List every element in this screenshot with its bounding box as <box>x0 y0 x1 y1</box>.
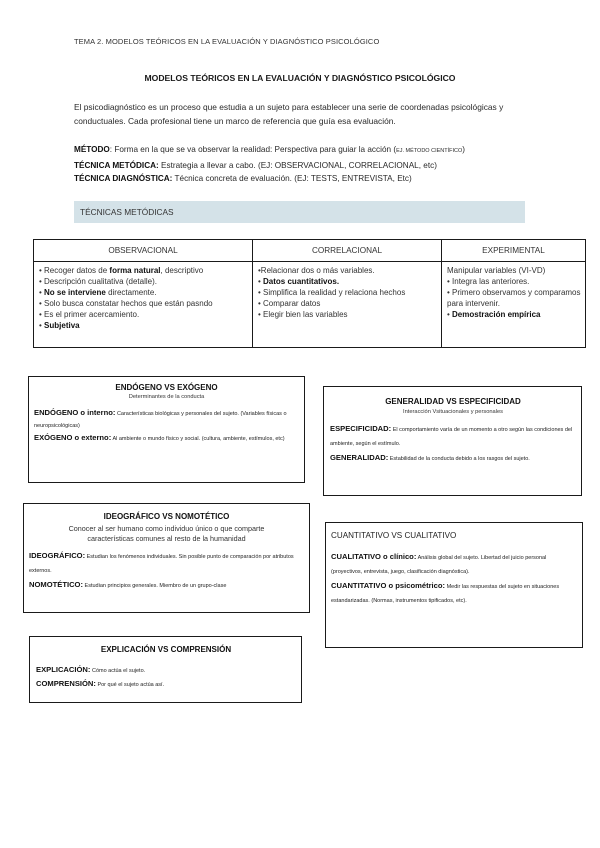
def-term: TÉCNICA METÓDICA: <box>74 160 159 170</box>
list-item: • Recoger datos de forma natural, descriptivo <box>39 266 204 275</box>
box-body <box>331 550 577 608</box>
list-item: • Demostración empírica <box>447 309 541 319</box>
header-experimental: EXPERIMENTAL <box>482 246 545 255</box>
list-item: • Descripción cualitativa (detalle). <box>39 276 157 286</box>
header-observacional: OBSERVACIONAL <box>34 240 253 261</box>
list-item: • Datos cuantitativos. <box>258 276 340 286</box>
box-entry: ENDÓGENO o interno: Características biológicas y personales del sujeto. (Variables físicas o neuropsicológicas) <box>34 408 287 429</box>
list-item: • Es el primer acercamiento. <box>39 309 140 319</box>
definitions <box>74 143 544 186</box>
cell-correlacional <box>253 262 442 347</box>
list-item: • Primero observamos y comparamos para intervenir. <box>447 287 581 308</box>
section-band: TÉCNICAS METÓDICAS <box>74 201 525 223</box>
def-text: : Forma en la que se va observar la realidad: Perspectiva para guiar la acción ( <box>109 145 397 154</box>
box-cuantitativo-cualitativo <box>325 522 583 648</box>
box-entry: GENERALIDAD: Estabilidad de la conducta debido a los rasgos del sujeto. <box>330 453 530 462</box>
list-item: • Comparar datos <box>258 298 321 308</box>
box-body <box>29 549 304 594</box>
list-item: •Relacionar dos o más variables. <box>258 266 375 275</box>
box-endogeno-exogeno <box>28 376 305 483</box>
box-title: EXPLICACIÓN VS COMPRENSIÓN <box>100 645 232 654</box>
metodicas-table <box>33 239 586 348</box>
box-subtitle: Interacción Vsituacionales y personales <box>403 409 503 415</box>
def-term: MÉTODO <box>74 145 110 154</box>
cell-observacional <box>34 262 253 347</box>
cell-experimental <box>442 262 585 347</box>
box-entry: EXÓGENO o externo: Al ambiente o mundo físico y social. (cultura, ambiente, estímulos, etc) <box>34 433 285 442</box>
def-term: TÉCNICA DIAGNÓSTICA: <box>74 174 173 184</box>
def-text: Técnica concreta de evaluación. (EJ: TESTS, ENTREVISTA, Etc) <box>172 174 412 184</box>
box-entry: IDEOGRÁFICO: Estudian los fenómenos individuales. Sin posible punto de comparación por atributos externos. <box>29 551 294 574</box>
box-explicacion-comprension <box>29 636 302 703</box>
list-item: Manipular variables (VI-VD) <box>447 266 546 275</box>
def-text: Estrategia a llevar a cabo. (EJ: OBSERVACIONAL, CORRELACIONAL, etc) <box>158 160 437 170</box>
list-item: • Simplifica la realidad y relaciona hechos <box>258 287 406 297</box>
def-note: EJ. MÉTODO CIENTÍFICO <box>396 148 463 154</box>
box-generalidad-especificidad <box>323 386 582 496</box>
list-item: • Subjetiva <box>39 320 80 330</box>
box-entry: CUALITATIVO o clínico: Análisis global del sujeto. Libertad del juicio personal (proyectivos, entrevista, juego, clasificación diagnóstica). <box>331 552 547 575</box>
intro-paragraph: El psicodiagnóstico es un proceso que estudia a un sujeto para establecer una serie de coordenadas psicológicas y conductuales. Cada profesional tiene un marco de referencia que guía esa evaluación. <box>74 102 504 126</box>
box-entry: CUANTITATIVO o psicométrico: Medir las respuestas del sujeto en situaciones estandarizadas. (Normas, instrumentos tipificados, etc). <box>331 581 560 604</box>
box-title: GENERALIDAD VS ESPECIFICIDAD <box>385 397 521 406</box>
page-title: MODELOS TEÓRICOS EN LA EVALUACIÓN Y DIAGNÓSTICO PSICOLÓGICO <box>144 73 456 83</box>
def-close: ) <box>462 145 466 154</box>
list-item: • Integra las anteriores. <box>447 276 530 286</box>
page-header: TEMA 2. MODELOS TEÓRICOS EN LA EVALUACIÓN Y DIAGNÓSTICO PSICOLÓGICO <box>74 37 380 46</box>
box-title: ENDÓGENO VS EXÓGENO <box>115 383 218 392</box>
def-metodo <box>74 143 544 159</box>
box-body <box>330 422 576 466</box>
box-entry: NOMOTÉTICO: Estudian principios generales. Miembro de un grupo-clase <box>29 580 227 589</box>
list-item: • No se interviene directamente. <box>39 287 157 297</box>
box-subtitle: Conocer al ser humano como individuo único o que comparte características comunes al resto de la humanidad <box>68 524 265 543</box>
table-header-row <box>34 240 585 262</box>
box-ideografico-nomotetico <box>23 503 310 613</box>
list-item: • Elegir bien las variables <box>258 309 348 319</box>
box-body <box>36 664 296 691</box>
box-entry: ESPECIFICIDAD: El comportamiento varía de un momento a otro según las condiciones del ambiente, según el estímulo. <box>330 424 573 447</box>
box-subtitle: Determinantes de la conducta <box>128 394 205 400</box>
def-tecnica-metodica <box>74 159 544 173</box>
header-correlacional: CORRELACIONAL <box>253 240 442 261</box>
box-body <box>34 407 299 445</box>
box-title: CUANTITATIVO VS CUALITATIVO <box>331 531 457 540</box>
list-item: • Solo busca constatar hechos que están pasndo <box>39 298 213 308</box>
box-title: IDEOGRÁFICO VS NOMOTÉTICO <box>103 512 230 521</box>
box-entry: COMPRENSIÓN: Por qué el sujeto actúa así. <box>36 678 165 688</box>
box-entry: EXPLICACIÓN: Cómo actúa el sujeto. <box>36 665 146 674</box>
def-tecnica-diagnostica <box>74 172 544 186</box>
table-body-row <box>34 262 585 347</box>
